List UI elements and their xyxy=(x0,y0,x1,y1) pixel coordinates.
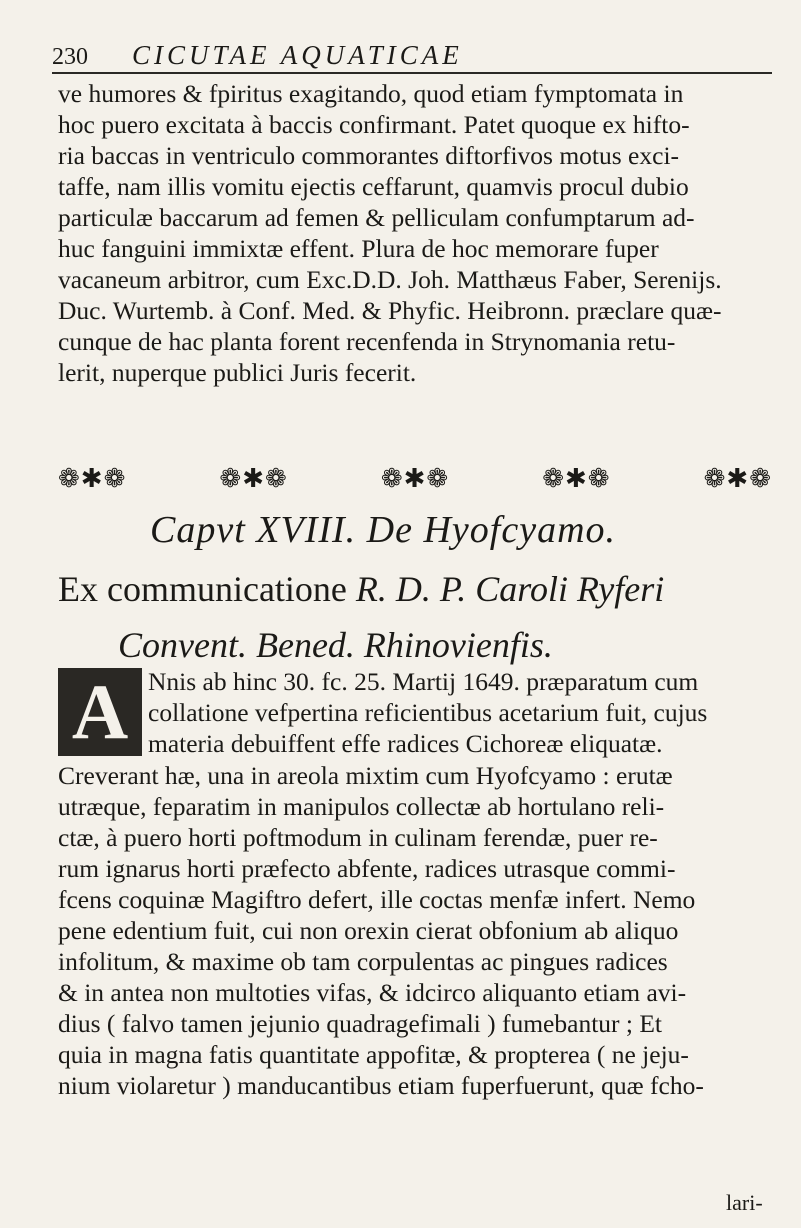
text-line: Creverant hæ, una in areola mixtim cum Hyofcyamo : erutæ xyxy=(58,761,673,790)
text-line: infolitum, & maxime ob tam corpulentas ac pingues radices xyxy=(58,947,668,976)
text-line: lerit, nuperque publici Juris fecerit. xyxy=(58,358,417,387)
text-line: hoc puero excitata à baccis confirmant. Patet quoque ex hifto- xyxy=(58,110,690,139)
text-line: particulæ baccarum ad femen & pelliculam confumptarum ad- xyxy=(58,203,695,232)
running-head xyxy=(52,40,772,74)
ornament-icon: ❁✱❁ xyxy=(703,464,772,493)
text-line: collatione vefpertina reficientibus acetarium fuit, cujus xyxy=(148,698,708,727)
subtitle-plain: Ex communicatione xyxy=(58,569,347,609)
dropcap-paragraph xyxy=(58,666,772,762)
page-number: 230 xyxy=(52,44,88,70)
paragraph-continuation xyxy=(58,78,772,388)
chapter-title: Capvt XVIII. De Hyofcyamo. xyxy=(150,509,617,551)
subtitle-italic: R. D. P. Caroli Ryferi xyxy=(355,569,665,609)
text-line: ve humores & fpiritus exagitando, quod etiam fymptomata in xyxy=(58,79,684,108)
text-line: cunque de hac planta forent recenfenda in Strynomania retu- xyxy=(58,327,676,356)
ornament-icon: ❁✱❁ xyxy=(219,464,288,493)
text-line: ria baccas in ventriculo commorantes diftorfivos motus exci- xyxy=(58,141,680,170)
text-line: nium violaretur ) manducantibus etiam fuperfuerunt, quæ fcho- xyxy=(58,1071,704,1100)
ornament-icon: ❁✱❁ xyxy=(58,464,127,493)
ornament-band xyxy=(58,462,772,496)
text-line: ctæ, à puero horti poftmodum in culinam ferendæ, puer re- xyxy=(58,823,658,852)
text-line: quia in magna fatis quantitate appofitæ, & propterea ( ne jeju- xyxy=(58,1040,689,1069)
dropcap-initial: A xyxy=(58,668,142,756)
text-line: & in antea non multoties vifas, & idcirco aliquanto etiam avi- xyxy=(58,978,687,1007)
chapter-subtitle-2: Convent. Bened. Rhinovienfis. xyxy=(118,625,553,665)
text-line: Nnis ab hinc 30. fc. 25. Martij 1649. præparatum cum xyxy=(148,667,699,696)
running-title: CICUTAE AQUATICAE xyxy=(132,40,463,70)
ornament-icon: ❁✱❁ xyxy=(380,464,450,493)
text-line: Duc. Wurtemb. à Conf. Med. & Phyfic. Heibronn. præclare quæ- xyxy=(58,296,722,325)
paragraph-main xyxy=(58,760,772,1101)
dropcap-lines xyxy=(148,666,772,759)
text-line: materia debuiffent effe radices Cichoreæ eliquatæ. xyxy=(148,729,663,758)
text-line: rum ignarus horti præfecto abfente, radices utrasque commi- xyxy=(58,854,676,883)
chapter-subtitle xyxy=(58,568,664,610)
text-line: fcens coquinæ Magiftro defert, ille coctas menfæ infert. Nemo xyxy=(58,885,696,914)
ornament-icon: ❁✱❁ xyxy=(542,464,611,493)
header-rule xyxy=(52,72,772,74)
catchword: lari- xyxy=(726,1190,763,1215)
text-line: pene edentium fuit, cui non orexin cierat obfonium ab aliquo xyxy=(58,916,679,945)
text-line: dius ( falvo tamen jejunio quadragefimali ) fumebantur ; Et xyxy=(58,1009,663,1038)
text-line: taffe, nam illis vomitu ejectis ceffarunt, quamvis procul dubio xyxy=(58,172,689,201)
text-line: vacaneum arbitror, cum Exc.D.D. Joh. Matthæus Faber, Serenijs. xyxy=(58,265,722,294)
text-line: huc fanguini immixtæ effent. Plura de hoc memorare fuper xyxy=(58,234,659,263)
text-line: utræque, feparatim in manipulos collectæ ab hortulano reli- xyxy=(58,792,665,821)
